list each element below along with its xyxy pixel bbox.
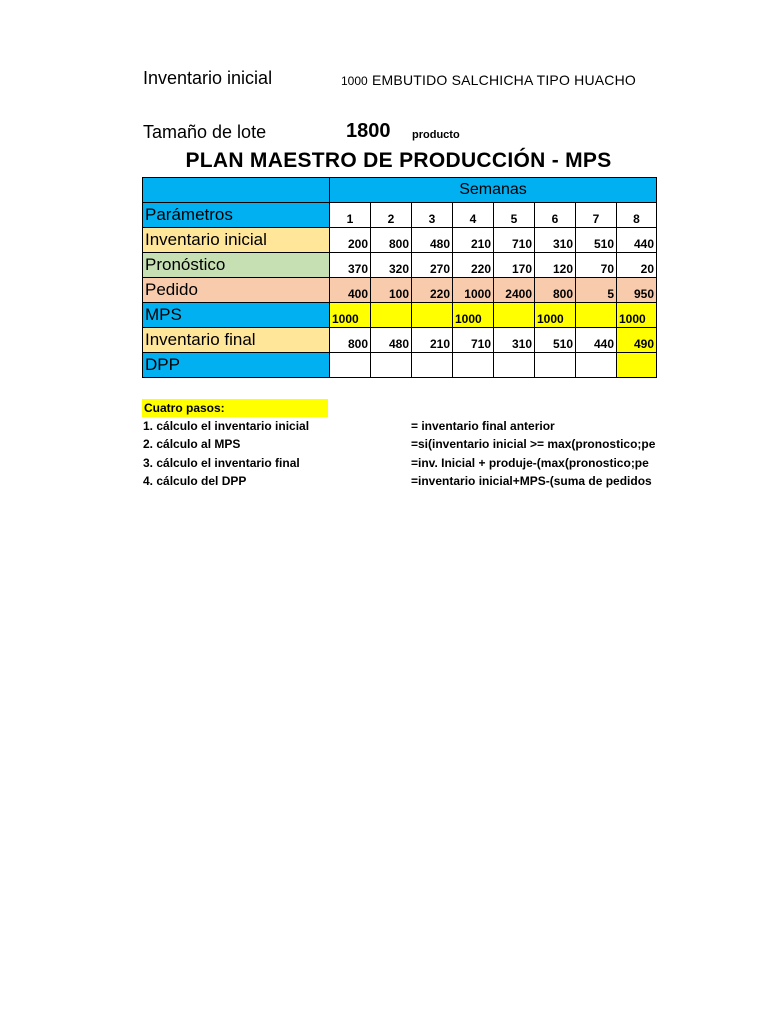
table-cell: 1000 [535, 303, 576, 328]
table-cell: 510 [535, 328, 576, 353]
table-cell: 1000 [453, 278, 494, 303]
step-formula: =si(inventario inicial >= max(pronostico;pe [411, 437, 655, 451]
table-cell: 310 [535, 228, 576, 253]
table-cell: 480 [412, 228, 453, 253]
table-cell: 800 [371, 228, 412, 253]
table-cell [494, 353, 535, 378]
week-header: 2 [371, 203, 412, 228]
table-row-dpp [143, 353, 657, 378]
week-header: 6 [535, 203, 576, 228]
table-row-inventario-inicial [143, 228, 657, 253]
table-cell: 480 [371, 328, 412, 353]
tamano-lote-value: 1800 [346, 120, 391, 142]
table-cell: 270 [412, 253, 453, 278]
step-label: 1. cálculo el inventario inicial [143, 419, 310, 433]
table-cell [330, 353, 371, 378]
table-cell: 510 [576, 228, 617, 253]
table-cell: 210 [453, 228, 494, 253]
table-cell: 800 [330, 328, 371, 353]
table-cell: 70 [576, 253, 617, 278]
step-label: 4. cálculo del DPP [143, 474, 247, 488]
week-header: 7 [576, 203, 617, 228]
table-cell [412, 353, 453, 378]
table-cell: 200 [330, 228, 371, 253]
step-label: 3. cálculo el inventario final [143, 456, 300, 470]
step-formula: =inventario inicial+MPS-(suma de pedidos [411, 474, 652, 488]
row-label-mps: MPS [143, 303, 330, 328]
table-cell: 120 [535, 253, 576, 278]
table-row-semanas [143, 178, 657, 203]
table-cell: 1000 [330, 303, 371, 328]
table-cell [494, 303, 535, 328]
row-label-inventario-inicial: Inventario inicial [143, 228, 330, 253]
table-cell: 5 [576, 278, 617, 303]
table-cell: 210 [412, 328, 453, 353]
week-header: 1 [330, 203, 371, 228]
week-header: 8 [617, 203, 657, 228]
table-cell: 220 [453, 253, 494, 278]
step-formula: =inv. Inicial + produje-(max(pronostico;pe [411, 456, 649, 470]
table-row-inventario-final [143, 328, 657, 353]
step-label: 2. cálculo al MPS [143, 437, 241, 451]
row-label-pedido: Pedido [143, 278, 330, 303]
table-cell [576, 303, 617, 328]
week-header: 3 [412, 203, 453, 228]
table-row-mps [143, 303, 657, 328]
row-label-pronostico: Pronóstico [143, 253, 330, 278]
table-cell: 310 [494, 328, 535, 353]
row-label-dpp: DPP [143, 353, 330, 378]
table-cell: 710 [494, 228, 535, 253]
table-cell: 1000 [453, 303, 494, 328]
week-header: 4 [453, 203, 494, 228]
table-cell: 440 [617, 228, 657, 253]
mps-table [142, 177, 657, 378]
table-cell [453, 353, 494, 378]
table-cell [371, 303, 412, 328]
table-cell: 800 [535, 278, 576, 303]
table-cell: 400 [330, 278, 371, 303]
step-formula: = inventario final anterior [411, 419, 555, 433]
table-cell [576, 353, 617, 378]
table-cell: 950 [617, 278, 657, 303]
table-corner-cell [143, 178, 330, 203]
table-cell: 170 [494, 253, 535, 278]
table-cell: 20 [617, 253, 657, 278]
table-cell: 2400 [494, 278, 535, 303]
table-cell: 370 [330, 253, 371, 278]
table-cell [412, 303, 453, 328]
week-header: 5 [494, 203, 535, 228]
table-cell: 1000 [617, 303, 657, 328]
producto-label: producto [412, 129, 460, 141]
table-row-pedido [143, 278, 657, 303]
table-cell [617, 353, 657, 378]
row-label-inventario-final: Inventario final [143, 328, 330, 353]
table-cell [371, 353, 412, 378]
table-cell: 220 [412, 278, 453, 303]
table-row-parametros [143, 203, 657, 228]
inventario-inicial-label: Inventario inicial [143, 68, 273, 88]
product-name: EMBUTIDO SALCHICHA TIPO HUACHO [372, 72, 637, 88]
page-title: PLAN MAESTRO DE PRODUCCIÓN - MPS [185, 149, 612, 172]
table-row-pronostico [143, 253, 657, 278]
semanas-header: Semanas [330, 178, 657, 203]
steps-header: Cuatro pasos: [142, 399, 328, 417]
table-cell [535, 353, 576, 378]
table-cell: 320 [371, 253, 412, 278]
table-cell: 490 [617, 328, 657, 353]
tamano-lote-label: Tamaño de lote [143, 122, 267, 142]
table-cell: 100 [371, 278, 412, 303]
inventario-inicial-value: 1000 [341, 74, 368, 88]
row-label-parametros: Parámetros [143, 203, 330, 228]
table-cell: 710 [453, 328, 494, 353]
table-cell: 440 [576, 328, 617, 353]
